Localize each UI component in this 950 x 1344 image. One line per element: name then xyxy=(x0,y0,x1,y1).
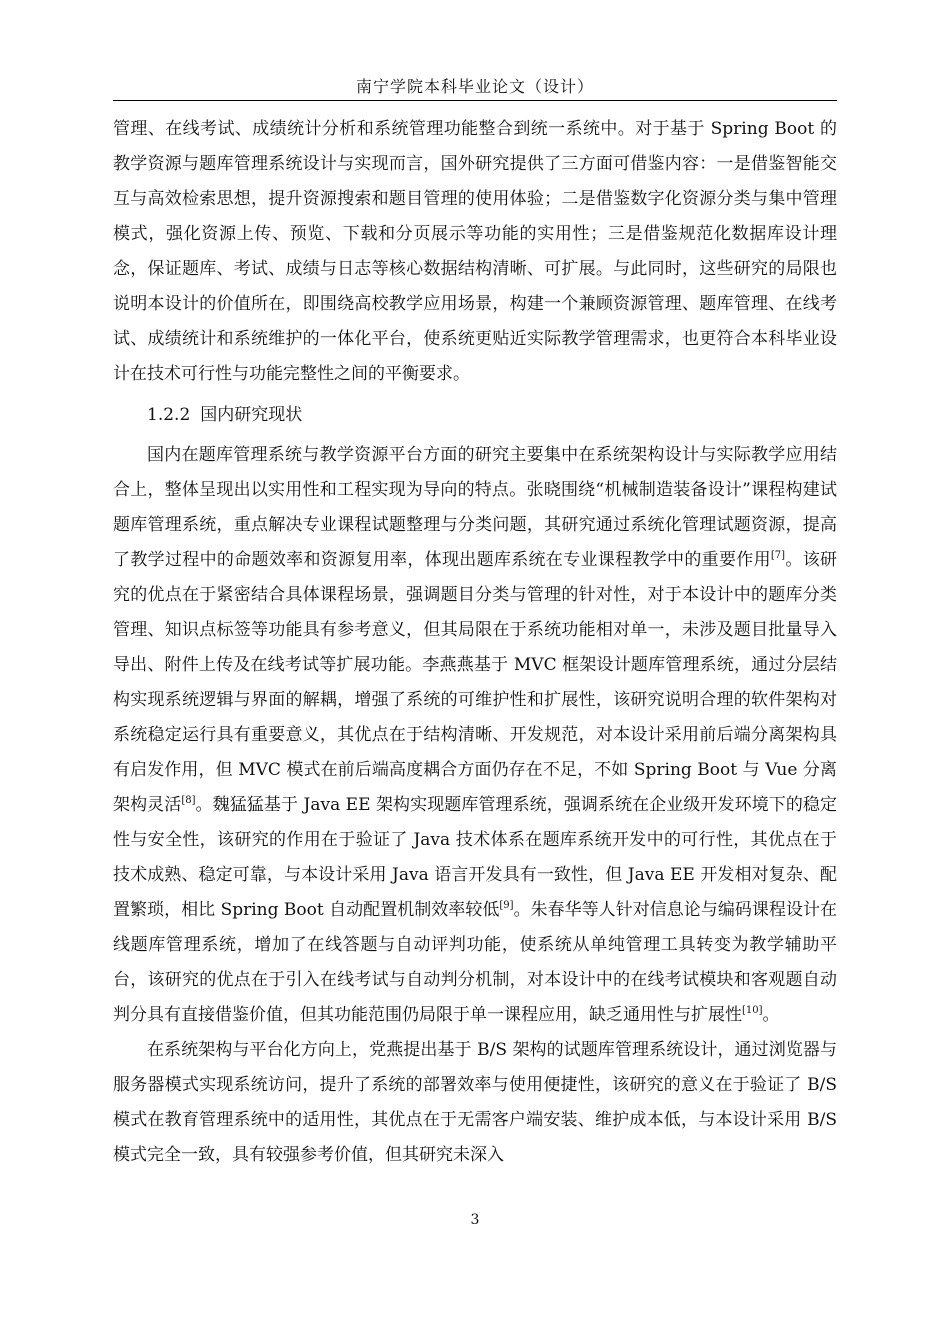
paragraph-continued: 管理、在线考试、成绩统计分析和系统管理功能整合到统一系统中。对于基于 Spring Boot 的教学资源与题库管理系统设计与实现而言，国外研究提供了三方面可借鉴内容：一是借鉴智能交互与高效检索思想，提升资源搜索和题目管理的使用体验；二是借鉴数字化资源分类与集中管理模式，强化资源上传、预览、下载和分页展示等功能的实用性；三是借鉴规范化数据库设计理念，保证题库、考试、成绩与日志等核心数据结构清晰、可扩展。与此同时，这些研究的局限也说明本设计的价值所在，即围绕高校教学应用场景，构建一个兼顾资源管理、题库管理、在线考试、成绩统计和系统维护的一体化平台，使系统更贴近实际教学管理需求，也更符合本科毕业设计在技术可行性与功能完整性之间的平衡要求。 xyxy=(113,119,837,384)
text-segment: 。该研究的优点在于紧密结合具体课程场景，强调题目分类与管理的针对性，对于本设计中的题库分类管理、知识点标签等功能具有参考意义，但其局限在于系统功能相对单一，未涉及题目批量导入导出、附件上传及在线考试等扩展功能。李燕燕基于 MVC 框架设计题库管理系统，通过分层结构实现系统逻辑与界面的解耦，增强了系统的可维护性和扩展性，该研究说明合理的软件架构对系统稳定运行具有重要意义，其优点在于结构清晰、开发规范，对本设计采用前后端分离架构具有启发作用，但 MVC 模式在前后端高度耦合方面仍存在不足，不如 Spring Boot 与 Vue 分离架构灵活 xyxy=(113,550,838,815)
paragraph-architecture: 在系统架构与平台化方向上，党燕提出基于 B/S 架构的试题库管理系统设计，通过浏览器与服务器模式实现系统访问，提升了系统的部署效率与使用便捷性，该研究的意义在于验证了 B/S 模式在教育管理系统中的适用性，其优点在于无需客户端安装、维护成本低，与本设计采用 B/S 模式完全一致，具有较强参考价值，但其研究未深入 xyxy=(113,1040,837,1165)
section-number: 1.2.2 xyxy=(147,405,191,425)
text-segment: 。 xyxy=(762,1005,780,1025)
citation-9: [9] xyxy=(499,900,514,911)
section-title: 国内研究现状 xyxy=(200,405,303,425)
body-text xyxy=(113,112,837,1173)
header-rule xyxy=(113,100,837,101)
section-heading xyxy=(147,398,837,432)
paragraph-domestic-research xyxy=(113,438,837,1033)
running-header: 南宁学院本科毕业论文（设计） xyxy=(355,77,594,96)
citation-7: [7] xyxy=(770,550,786,561)
text-segment: 。朱春华等人针对信息论与编码课程设计在线题库管理系统，增加了在线答题与自动评判功能，使系统从单纯管理工具转变为教学辅助平台，该研究的优点在于引入在线考试与自动判分机制，对本设计中的在线考试模块和客观题自动判分具有直接借鉴价值，但其功能范围仍局限于单一课程应用，缺乏通用性与扩展性 xyxy=(113,900,837,1025)
text-segment: 。魏猛猛基于 Java EE 架构实现题库管理系统，强调系统在企业级开发环境下的稳定性与安全性，该研究的作用在于验证了 Java 技术体系在题库系统开发中的可行性，其优点在于技术成熟、稳定可靠，与本设计采用 Java 语言开发具有一致性，但 Java EE 开发相对复杂、配置繁琐，相比 Spring Boot 自动配置机制效率较低 xyxy=(113,795,838,920)
text-segment: 国内在题库管理系统与教学资源平台方面的研究主要集中在系统架构设计与实际教学应用结合上，整体呈现出以实用性和工程实现为导向的特点。张晓围绕“机械制造装备设计”课程构建试题库管理系统，重点解决专业课程试题整理与分类问题，其研究通过系统化管理试题资源，提高了教学过程中的命题效率和资源复用率，体现出题库系统在专业课程教学中的重要作用 xyxy=(113,445,837,570)
citation-8: [8] xyxy=(181,795,196,806)
page-number: 3 xyxy=(470,1212,480,1228)
citation-10: [10] xyxy=(742,1005,763,1016)
